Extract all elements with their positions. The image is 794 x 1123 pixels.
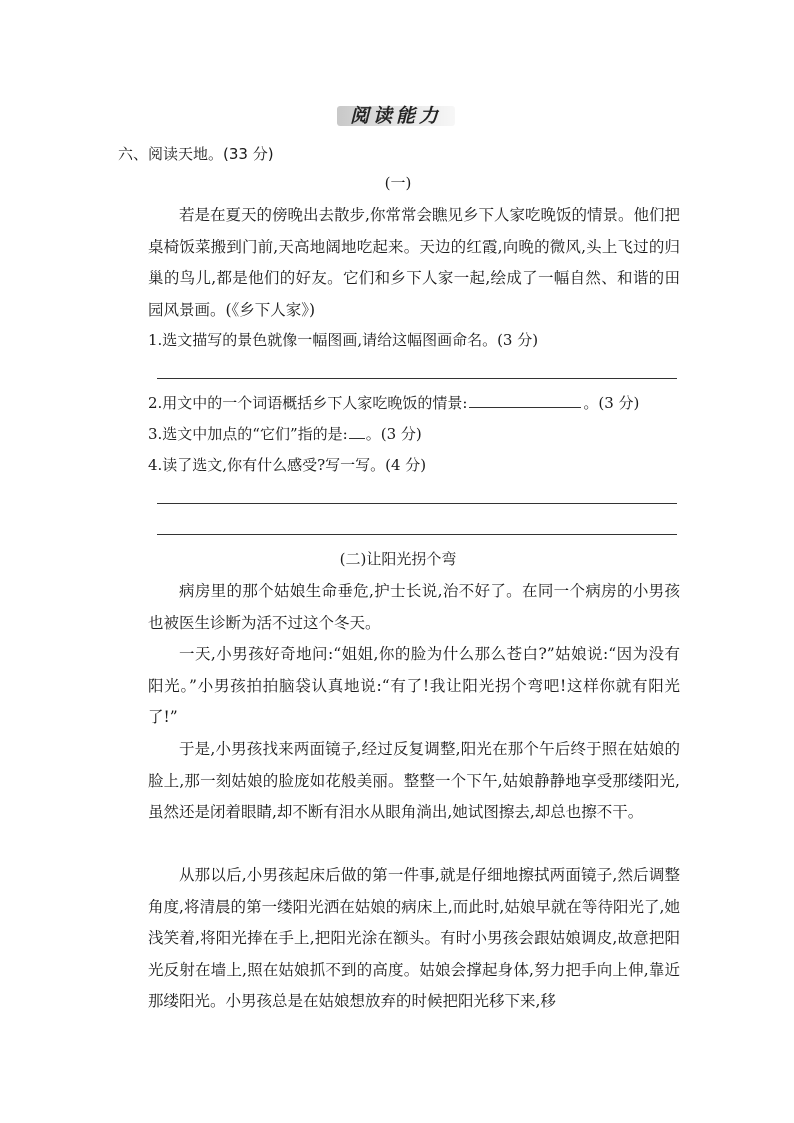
part2-paragraph-4: 从那以后,小男孩起床后做的第一件事,就是仔细地擦拭两面镜子,然后调整角度,将清晨的第一缕阳光洒在姑娘的病床上,而此时,姑娘早就在等待阳光了,她浅笑着,将阳光捧在手上,把阳光涂在额头。有时小男孩会跟姑娘调皮,故意把阳光反射在墙上,照在姑娘抓不到的高度。姑娘会撑起身体,努力把手向上伸,靠近那缕阳光。小男孩总是在姑娘想放弃的时候把阳光移下来,移 — [148, 866, 680, 1010]
part2-paragraph-1: 病房里的那个姑娘生命垂危,护士长说,治不好了。在同一个病房的小男孩也被医生诊断为活不过这个冬天。 — [148, 582, 680, 632]
question-3-text: 3.选文中加点的“它们”指的是: — [148, 425, 348, 443]
question-1: 1.选文描写的景色就像一幅图画,请给这幅图画命名。(3 分) — [148, 331, 539, 349]
question-group-title: 六、阅读天地。(33 分) — [118, 145, 274, 163]
question-2-score: 。(3 分) — [583, 394, 640, 412]
part2-paragraph-2: 一天,小男孩好奇地问:“姐姐,你的脸为什么那么苍白?”姑娘说:“因为没有阳光。”小男孩拍拍脑袋认真地说:“有了!我让阳光拐个弯吧!这样你就有阳光了!” — [148, 645, 680, 726]
section-heading-text: 阅读能力 — [349, 105, 442, 127]
question-3 — [148, 422, 422, 446]
answer-blank-q3[interactable] — [349, 422, 365, 439]
answer-line-q4-2[interactable] — [157, 534, 677, 535]
part2-title: (二)让阳光拐个弯 — [339, 550, 457, 568]
answer-line-q1[interactable] — [157, 378, 677, 379]
part2-paragraph-3: 于是,小男孩找来两面镜子,经过反复调整,阳光在那个午后终于照在姑娘的脸上,那一刻姑娘的脸庞如花般美丽。整整一个下午,姑娘静静地享受那缕阳光,虽然还是闭着眼睛,却不断有泪水从眼角淌出,她试图擦去,却总也擦不干。 — [148, 740, 680, 821]
question-2 — [148, 391, 639, 415]
question-4: 4.读了选文,你有什么感受?写一写。(4 分) — [148, 456, 427, 474]
part1-passage: 若是在夏天的傍晚出去散步,你常常会瞧见乡下人家吃晚饭的情景。他们把桌椅饭菜搬到门前,天高地阔地吃起来。天边的红霞,向晚的微风,头上飞过的归巢的鸟儿,都是他们的好友。它们和乡下人家一起,绘成了一幅自然、和谐的田园风景画。(《乡下人家》) — [148, 206, 680, 319]
question-2-text: 2.用文中的一个词语概括乡下人家吃晚饭的情景: — [148, 394, 468, 412]
answer-blank-q2[interactable] — [469, 391, 581, 408]
question-3-score: 。(3 分) — [365, 425, 422, 443]
answer-line-q4-1[interactable] — [157, 503, 677, 504]
section-heading — [333, 100, 459, 132]
part1-marker: (一) — [384, 174, 412, 192]
